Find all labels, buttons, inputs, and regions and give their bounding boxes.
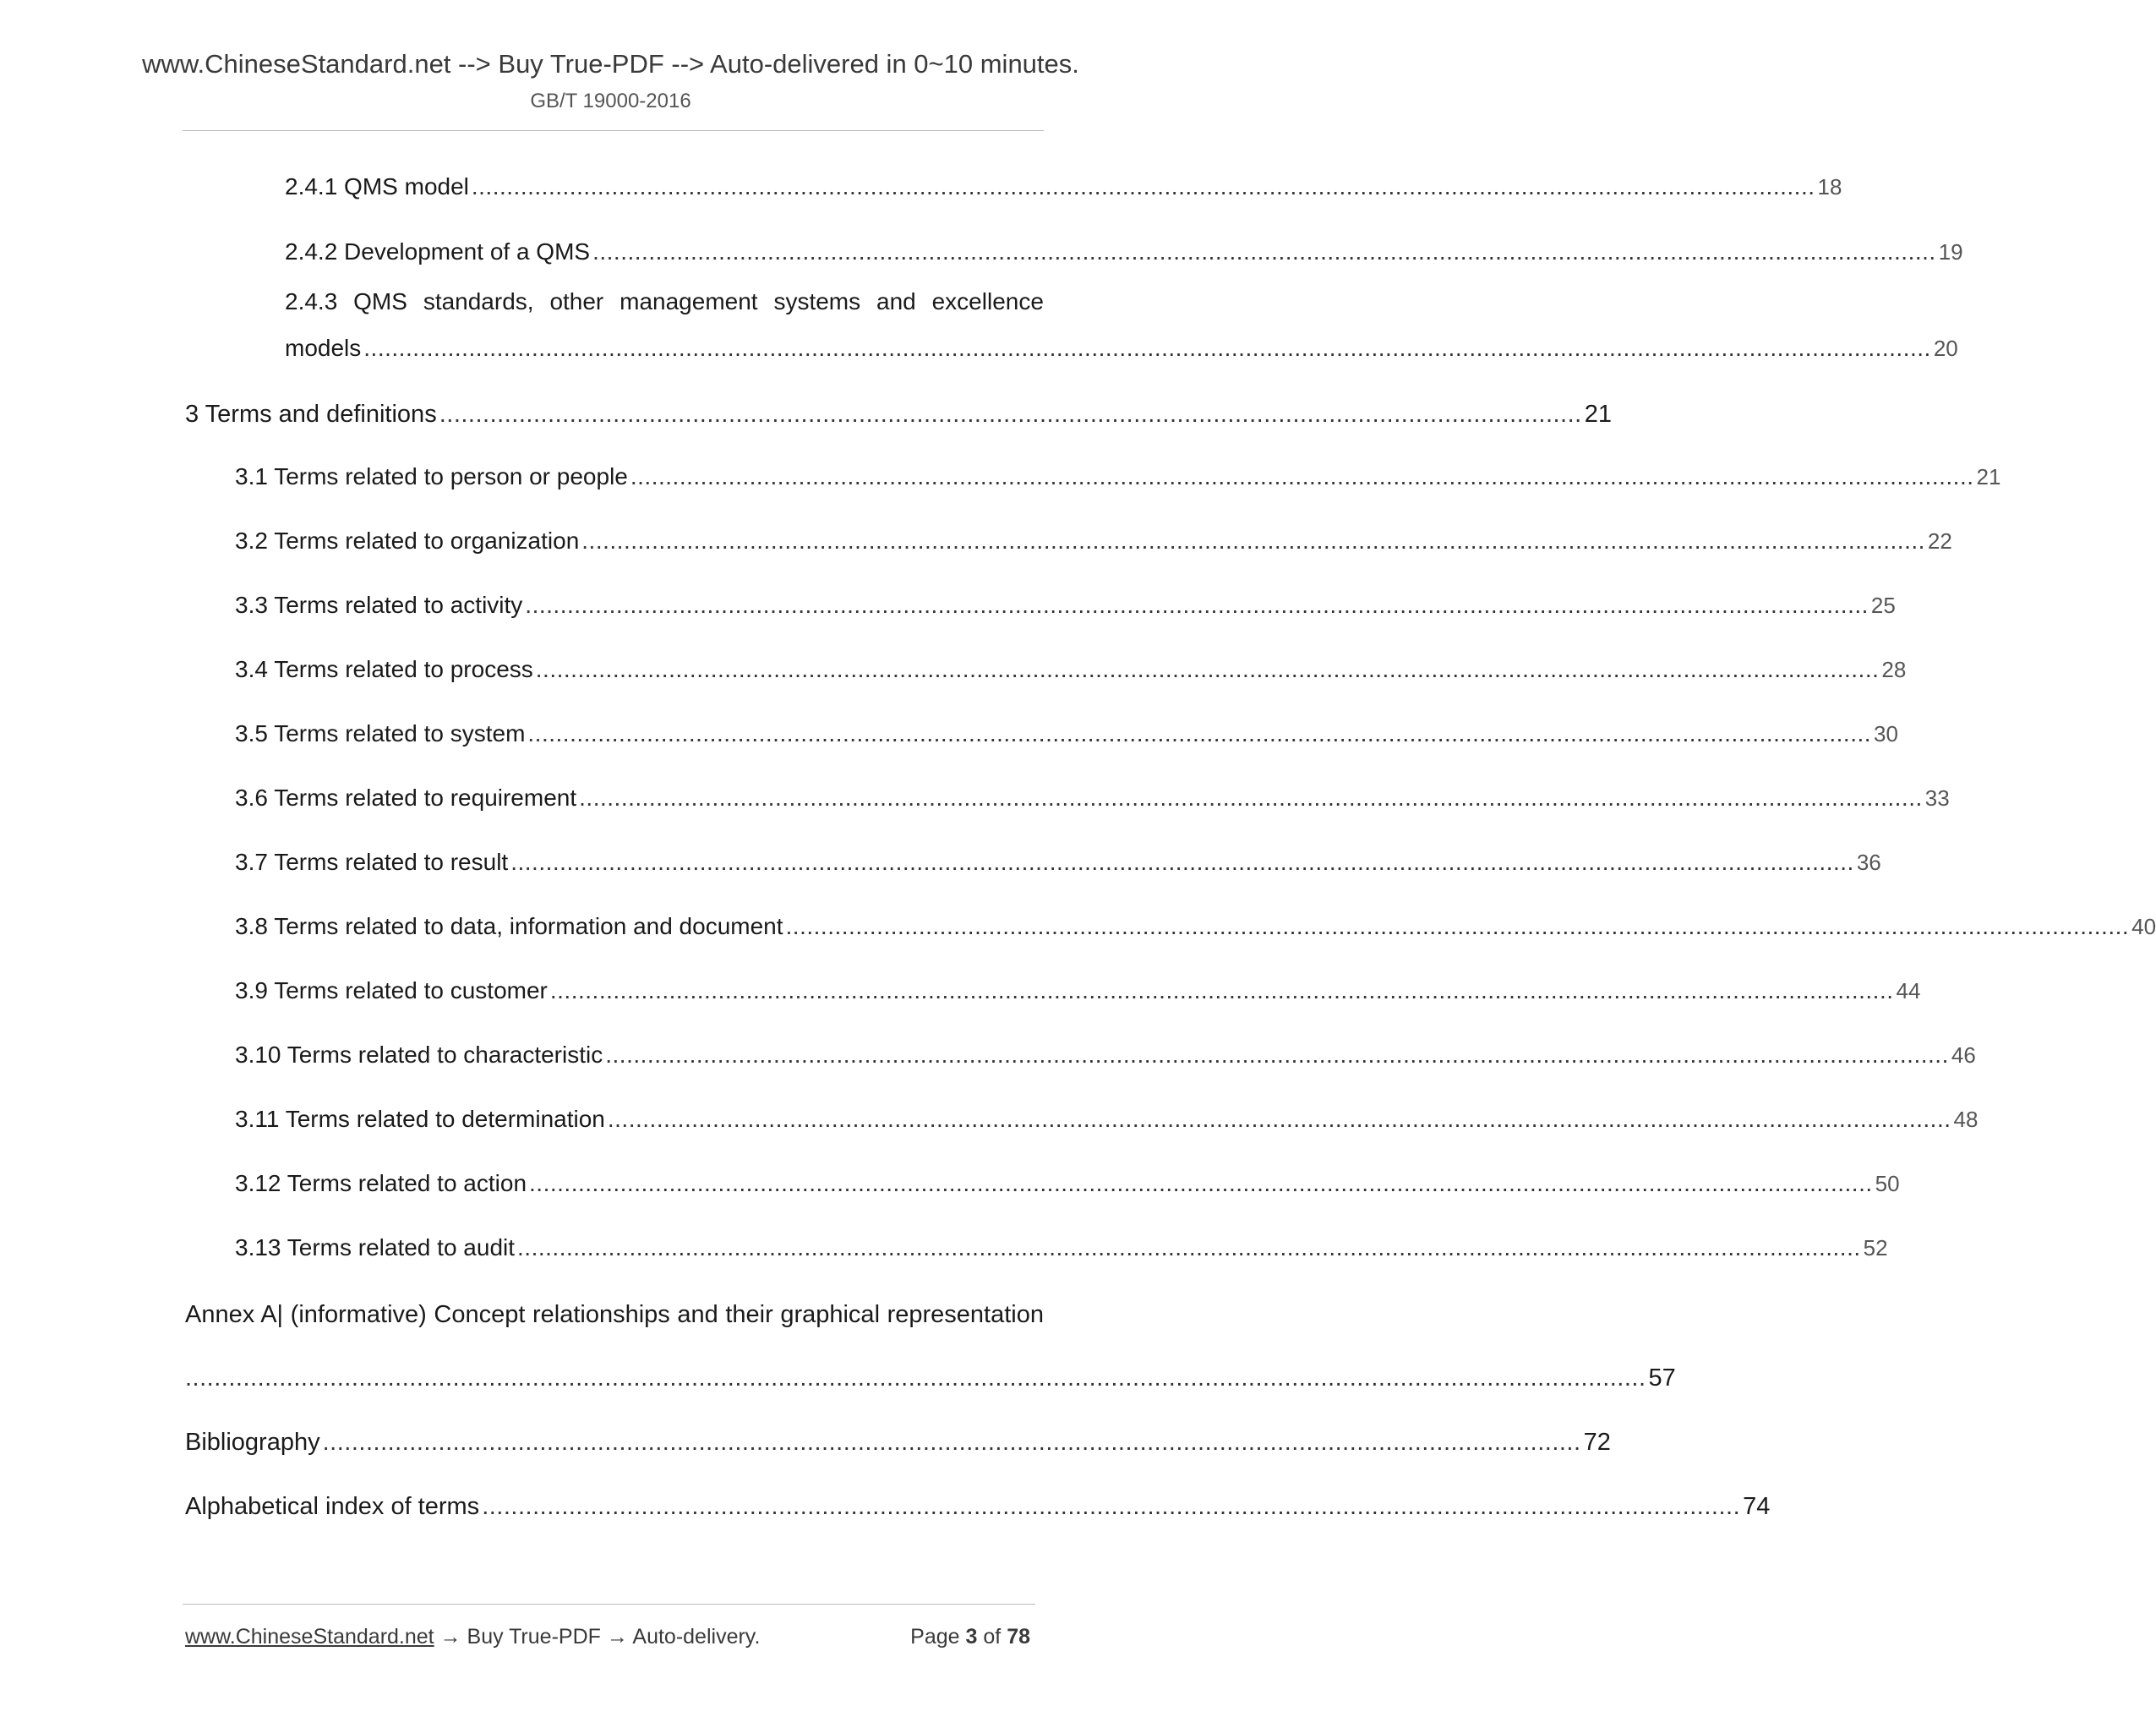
toc-entry-label: 2.4.2 Development of a QMS — [285, 238, 591, 265]
toc-entry-label: 3.12 Terms related to action — [235, 1170, 527, 1196]
toc-leader-dots: ................................................................................................................................................................................................ — [525, 592, 1869, 618]
toc-entry-page: 52 — [1863, 1235, 1888, 1260]
page-counter — [910, 1625, 1030, 1649]
toc-leader-dots: .......................................................................................................................................................................................................... — [185, 1364, 1646, 1392]
toc-leader-dots: ................................................................................................................................................................................................ — [517, 1234, 1861, 1260]
toc-entry-label: models — [285, 335, 362, 361]
toc-entry-page: 20 — [1933, 336, 1958, 361]
toc-entry-3[interactable] — [185, 401, 1612, 429]
toc-entry-label: Bibliography — [185, 1429, 320, 1456]
toc-entry-page: 21 — [1584, 401, 1612, 428]
toc-leader-dots: .............................................................................................................................................................................. — [322, 1429, 1581, 1456]
toc-entry-page: 18 — [1817, 174, 1842, 200]
toc-entry-label: 3.3 Terms related to activity — [235, 592, 523, 618]
toc-leader-dots: ................................................................................................................................................................................................ — [535, 656, 1880, 682]
toc-leader-dots: ................................................................................................................................................................................................ — [592, 238, 1936, 265]
toc-entry-3-3[interactable] — [235, 592, 1896, 619]
toc-entry-page: 48 — [1953, 1107, 1979, 1132]
page-word: Page — [910, 1625, 960, 1649]
toc-entry-label: 3.13 Terms related to audit — [235, 1234, 516, 1260]
toc-entry-3-10[interactable] — [235, 1042, 1976, 1069]
toc-word: excellence — [931, 288, 1044, 314]
toc-leader-dots: .............................................................................................................................................................. — [439, 401, 1582, 428]
toc-leader-dots: ................................................................................................................................................................................................ — [549, 977, 1894, 1003]
toc-word: QMS — [353, 288, 407, 314]
footer-tagline: → Buy True-PDF → Auto-delivery. — [434, 1625, 761, 1649]
toc-word: and — [876, 288, 916, 314]
toc-entry-label: 3.2 Terms related to organization — [235, 528, 580, 554]
footer-divider — [183, 1604, 1035, 1605]
toc-entry-page: 33 — [1924, 785, 1950, 811]
toc-leader-dots: ................................................................................................................................................................................................ — [630, 463, 1974, 489]
toc-entry-3-8[interactable] — [235, 913, 2156, 940]
toc-leader-dots: ................................................................................................................................................................................................ — [527, 720, 1872, 746]
toc-entry-page: 40 — [2131, 914, 2156, 939]
toc-entry-label: Alphabetical index of terms — [185, 1493, 480, 1520]
toc-entry-page: 57 — [1648, 1364, 1676, 1392]
toc-entry-3-5[interactable] — [235, 720, 1898, 747]
toc-entry-page: 36 — [1856, 850, 1881, 875]
toc-entry-page: 28 — [1881, 657, 1907, 682]
toc-entry-annex-a-label[interactable]: Annex A| (informative) Concept relationships and their graphical representation — [185, 1301, 1044, 1328]
toc-entry-page: 22 — [1927, 528, 1952, 554]
toc-entry-page: 74 — [1743, 1493, 1771, 1520]
toc-entry-label: 3.7 Terms related to result — [235, 849, 509, 875]
toc-leader-dots: ................................................................................................................................................................................................ — [607, 1106, 1951, 1132]
toc-entry-2-4-3-line1[interactable] — [285, 288, 1044, 315]
toc-entry-page: 25 — [1870, 593, 1896, 618]
toc-entry-label: 3.5 Terms related to system — [235, 720, 526, 746]
toc-word: systems — [773, 288, 861, 314]
toc-entry-3-4[interactable] — [235, 656, 1907, 683]
of-word: of — [983, 1625, 1002, 1649]
toc-word: 2.4.3 — [285, 288, 338, 314]
toc-entry-label: 2.4.1 QMS model — [285, 173, 469, 200]
header-banner: www.ChineseStandard.net --> Buy True-PDF --> Auto-delivered in 0~10 minutes. — [142, 49, 1079, 79]
toc-entry-label: 3.4 Terms related to process — [235, 656, 533, 682]
toc-entry-3-11[interactable] — [235, 1106, 1979, 1133]
toc-leader-dots: ................................................................................................................................................................................................................................ — [363, 335, 1931, 361]
toc-entry-3-2[interactable] — [235, 528, 1952, 555]
footer-text — [185, 1625, 760, 1649]
toc-word: other — [549, 288, 604, 314]
header-divider — [183, 130, 1044, 131]
toc-entry-page: 46 — [1951, 1042, 1976, 1068]
total-pages: 78 — [1007, 1625, 1030, 1649]
document-code: GB/T 19000-2016 — [530, 90, 691, 112]
toc-entry-page: 19 — [1938, 239, 1963, 265]
toc-entry-3-6[interactable] — [235, 785, 1950, 812]
toc-entry-3-7[interactable] — [235, 849, 1881, 876]
toc-entry-3-1[interactable] — [235, 463, 2001, 490]
toc-entry-page: 44 — [1896, 978, 1921, 1003]
toc-entry-alphabetical-index[interactable] — [185, 1493, 1771, 1521]
toc-entry-label: 3 Terms and definitions — [185, 401, 437, 428]
toc-leader-dots: ................................................................................................................................................................................................ — [471, 173, 1815, 200]
toc-entry-page: 21 — [1976, 464, 2001, 489]
toc-entry-page: 30 — [1874, 721, 1898, 746]
toc-entry-bibliography[interactable] — [185, 1429, 1611, 1457]
toc-entry-2-4-3-line2[interactable] — [285, 335, 1958, 362]
toc-entry-label: 3.8 Terms related to data, information and document — [235, 913, 783, 939]
toc-entry-page: 72 — [1583, 1429, 1611, 1456]
toc-entry-3-9[interactable] — [235, 977, 1921, 1004]
toc-word: management — [620, 288, 758, 314]
toc-entry-2-4-2[interactable] — [285, 238, 1963, 265]
toc-entry-3-13[interactable] — [235, 1234, 1888, 1261]
toc-leader-dots: ................................................................................................................................................................................................ — [510, 849, 1854, 875]
toc-entry-label: 3.9 Terms related to customer — [235, 977, 548, 1003]
toc-entry-label: 3.10 Terms related to characteristic — [235, 1042, 603, 1068]
toc-entry-2-4-1[interactable] — [285, 173, 1842, 200]
toc-entry-page: 50 — [1875, 1171, 1900, 1196]
toc-leader-dots: ................................................................................................................................................................................................ — [579, 785, 1923, 811]
toc-word: standards, — [423, 288, 534, 314]
toc-entry-label: 3.1 Terms related to person or people — [235, 463, 628, 489]
toc-leader-dots: ................................................................................................................................................................................................ — [581, 528, 1925, 554]
toc-leader-dots: ................................................................................................................................................................................................ — [785, 913, 2130, 939]
footer-site-link[interactable]: www.ChineseStandard.net — [185, 1625, 434, 1649]
toc-leader-dots: ................................................................................................................................................................................................ — [605, 1042, 1949, 1068]
toc-entry-3-12[interactable] — [235, 1170, 1900, 1197]
toc-leader-dots: ................................................................................................................................................................................................ — [529, 1170, 1873, 1196]
toc-entry-label: 3.11 Terms related to determination — [235, 1106, 605, 1132]
toc-entry-label: 3.6 Terms related to requirement — [235, 785, 577, 811]
toc-entry-annex-a[interactable] — [185, 1364, 1676, 1392]
toc-leader-dots: .............................................................................................................................................................................. — [482, 1493, 1741, 1520]
current-page: 3 — [965, 1625, 978, 1649]
